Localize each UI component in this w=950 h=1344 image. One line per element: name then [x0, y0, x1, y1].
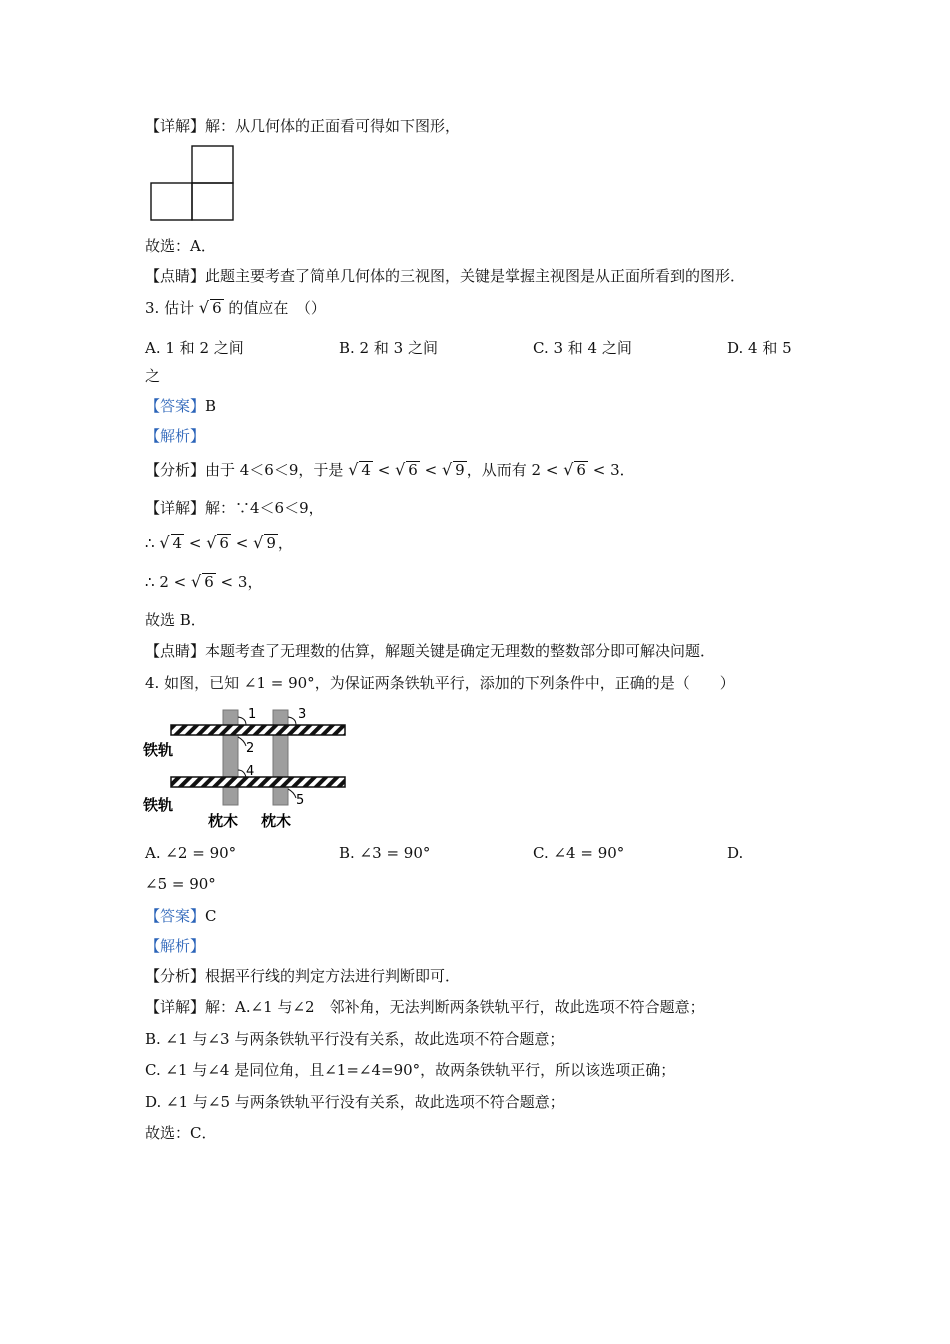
num-2: 2 [531, 461, 542, 479]
sqrt-sign: √ [198, 298, 210, 317]
q4-option-b: B. ∠3 = 90° [339, 844, 431, 862]
radicand-4: 4 [361, 461, 371, 479]
q4-option-c: C. ∠4 = 90° [533, 844, 625, 862]
num-3: 3 [610, 461, 620, 479]
angle-arc-2 [238, 737, 246, 746]
q3-option-a: A. 1 和 2 之间 [145, 339, 244, 357]
q3-fenxi-mid: ，从而有 [466, 461, 527, 479]
lt-sign: < [545, 461, 559, 479]
q4-fenxi: 【分析】根据平行线的判定方法进行判断即可． [145, 967, 461, 985]
q2-detail: 【详解】解：从几何体的正面看可得如下图形， [145, 117, 461, 135]
sqrt-sign: √ [191, 572, 202, 591]
angle-arc-1 [238, 717, 246, 725]
lt-sign: < [377, 461, 391, 479]
lt-sign: < [592, 461, 606, 479]
answer-label: 【答案】 [145, 397, 206, 415]
radicand-6: 6 [204, 573, 214, 591]
q3-option-c: C. 3 和 4 之间 [533, 339, 632, 357]
therefore-sign: ∴ [145, 534, 155, 552]
q4-option-d: D. [727, 844, 744, 862]
q4-option-a: A. ∠2 = 90° [145, 844, 237, 862]
tail-comma: ， [277, 534, 293, 552]
q3-fenxi-prefix: 【分析】由于 4＜6＜9，于是 [145, 461, 344, 479]
angle-arc-3 [288, 717, 296, 725]
sqrt-sign: √ [395, 460, 406, 479]
q4-stem-angle: ∠1 = 90° [243, 674, 315, 692]
sqrt-sign: √ [348, 460, 359, 479]
q4-stem [145, 673, 735, 693]
num-2: 2 [159, 573, 169, 591]
radicand-6: 6 [576, 461, 586, 479]
radicand-9: 9 [455, 461, 465, 479]
rail-label-bottom: 铁轨 [143, 796, 174, 814]
radicand-6: 6 [408, 461, 418, 479]
q3-option-d-wrap: 之 [145, 367, 161, 385]
q4-conclusion: 故选：C． [145, 1124, 217, 1142]
answer-value: C [205, 907, 217, 925]
sqrt-sign: √ [159, 533, 170, 552]
q4-option-d-wrap: ∠5 = 90° [145, 875, 216, 893]
q3-fenxi [145, 460, 635, 480]
square-bottom-right [192, 183, 233, 220]
angle-label-5: 5 [296, 793, 305, 808]
q3-detail: 【详解】解：∵4＜6＜9， [145, 499, 324, 517]
q3-step-2 [145, 572, 262, 592]
num-3: 3 [237, 573, 248, 591]
answer-value: B [205, 397, 217, 415]
radicand-9: 9 [266, 534, 276, 552]
radicand-6: 6 [219, 534, 229, 552]
q4-detail-c: C. ∠1 与∠4 是同位角，且∠1=∠4=90°，故两条铁轨平行，所以该选项正确； [145, 1061, 676, 1079]
sqrt-sign: √ [441, 460, 453, 479]
sqrt-sign: √ [206, 533, 217, 552]
rail-label-top: 铁轨 [143, 741, 174, 759]
q4-detail-b: B. ∠1 与∠3 与两条铁轨平行没有关系，故此选项不符合题意； [145, 1030, 565, 1048]
q3-analysis-label: 【解析】 [145, 427, 206, 445]
lt-sign: < [220, 573, 234, 591]
sqrt-sign: √ [253, 533, 264, 552]
sqrt-sign: √ [563, 460, 574, 479]
q4-stem-suffix: ，为保证两条铁轨平行，添加的下列条件中，正确的是（ ） [314, 674, 735, 692]
answer-label: 【答案】 [145, 907, 206, 925]
q4-answer [145, 906, 217, 926]
q3-stem-suffix: 的值应在 （） [228, 299, 326, 317]
rail-top [171, 725, 345, 735]
angle-label-4: 4 [246, 764, 255, 779]
railway-figure [140, 700, 355, 835]
square-bottom-left [151, 183, 192, 220]
lt-sign: < [173, 573, 187, 591]
therefore-sign: ∴ [145, 573, 155, 591]
q2-conclusion: 故选：A． [145, 237, 216, 255]
q3-radicand: 6 [212, 299, 222, 317]
lt-sign: < [235, 534, 249, 552]
q3-option-d: D. 4 和 5 [727, 339, 792, 357]
q3-conclusion: 故选 B． [145, 611, 206, 629]
q3-option-b: B. 2 和 3 之间 [339, 339, 438, 357]
rail-bottom [171, 777, 345, 787]
tail-dot: ． [619, 461, 635, 479]
q4-stem-prefix: 4. 如图，已知 [145, 674, 240, 692]
lt-sign: < [424, 461, 438, 479]
tail-comma: ， [247, 573, 263, 591]
q4-detail-d: D. ∠1 与∠5 与两条铁轨平行没有关系，故此选项不符合题意； [145, 1093, 565, 1111]
q3-step-1 [145, 533, 293, 553]
angle-arc-4 [238, 770, 246, 777]
q4-detail-a: 【详解】解：A.∠1 与∠2 邻补角，无法判断两条铁轨平行，故此选项不符合题意； [145, 998, 705, 1016]
q3-stem [145, 298, 326, 318]
sleeper-label-right: 枕木 [261, 812, 292, 830]
q3-comment: 【点睛】本题考查了无理数的估算，解题关键是确定无理数的整数部分即可解决问题． [145, 642, 716, 660]
angle-label-2: 2 [246, 741, 255, 756]
angle-label-3: 3 [298, 707, 307, 722]
q3-stem-prefix: 3. 估计 [145, 299, 195, 317]
q3-answer [145, 396, 216, 416]
q2-comment: 【点睛】此题主要考查了简单几何体的三视图，关键是掌握主视图是从正面所看到的图形． [145, 267, 746, 285]
front-view-figure [148, 144, 238, 224]
square-top [192, 146, 233, 183]
radicand-4: 4 [172, 534, 183, 552]
sleeper-label-left: 枕木 [208, 812, 239, 830]
lt-sign: < [188, 534, 202, 552]
angle-label-1: 1 [248, 707, 257, 722]
angle-arc-5 [288, 789, 296, 798]
q4-analysis-label: 【解析】 [145, 937, 206, 955]
